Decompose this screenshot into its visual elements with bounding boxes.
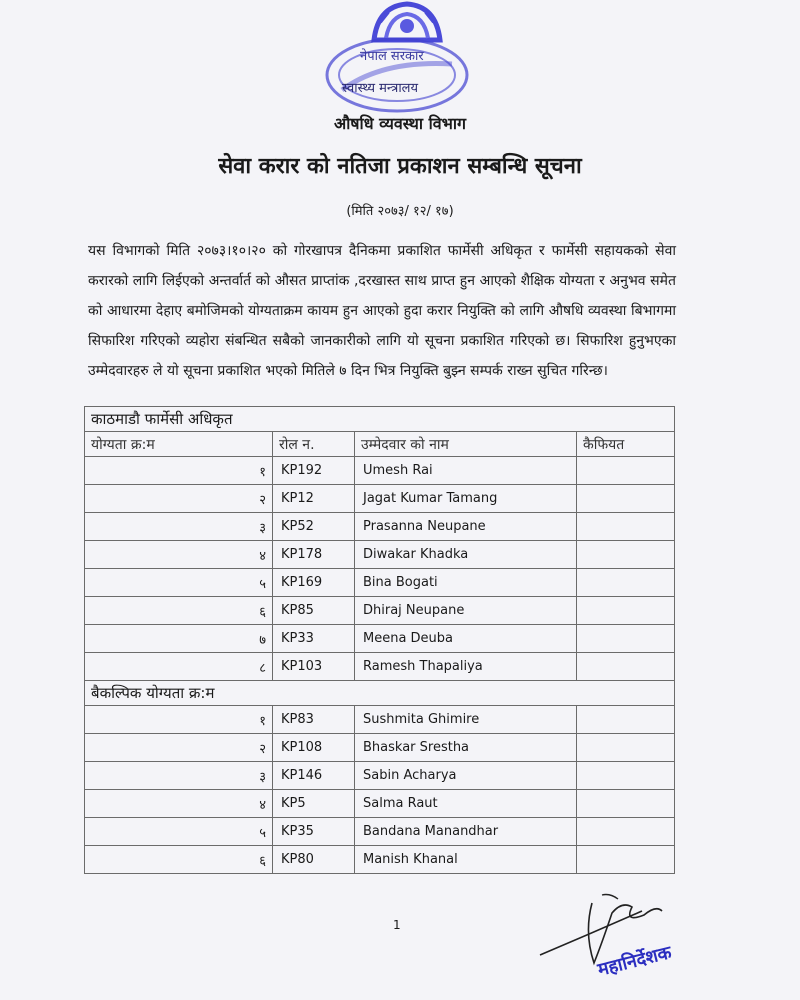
remark-cell	[577, 457, 675, 485]
remark-cell	[577, 653, 675, 681]
remark-cell	[577, 818, 675, 846]
handwritten-signature-icon	[532, 893, 702, 998]
roll-cell: KP192	[273, 457, 355, 485]
roll-cell: KP85	[273, 597, 355, 625]
rank-cell: ४	[85, 790, 273, 818]
remark-cell	[577, 625, 675, 653]
roll-cell: KP103	[273, 653, 355, 681]
table-row	[85, 625, 675, 653]
alternate-caption-row	[85, 681, 675, 706]
remark-cell	[577, 541, 675, 569]
name-cell: Dhiraj Neupane	[355, 597, 577, 625]
name-cell: Meena Deuba	[355, 625, 577, 653]
table-row	[85, 457, 675, 485]
remark-cell	[577, 790, 675, 818]
remark-cell	[577, 597, 675, 625]
name-cell: Ramesh Thapaliya	[355, 653, 577, 681]
signatory-title: महानिर्देशक	[595, 942, 674, 981]
roll-cell: KP108	[273, 734, 355, 762]
name-cell: Prasanna Neupane	[355, 513, 577, 541]
name-cell: Jagat Kumar Tamang	[355, 485, 577, 513]
rank-cell: ३	[85, 513, 273, 541]
name-cell: Diwakar Khadka	[355, 541, 577, 569]
rank-cell: ६	[85, 846, 273, 874]
ministry-name: स्वास्थ्य मन्त्रालय	[342, 81, 419, 96]
header-rank: योग्यता क्र:म	[85, 432, 273, 457]
table-row	[85, 790, 675, 818]
table-caption-row	[85, 407, 675, 432]
table-row	[85, 485, 675, 513]
office-stamp-icon	[322, 30, 472, 120]
remark-cell	[577, 706, 675, 734]
table-row	[85, 846, 675, 874]
remark-cell	[577, 513, 675, 541]
header-remark: कैफियत	[577, 432, 675, 457]
table-row	[85, 706, 675, 734]
rank-cell: १	[85, 706, 273, 734]
rank-cell: २	[85, 734, 273, 762]
alternate-caption: बैकल्पिक योग्यता क्र:म	[85, 681, 675, 706]
roll-cell: KP52	[273, 513, 355, 541]
results-table	[84, 406, 675, 874]
rank-cell: ५	[85, 818, 273, 846]
roll-cell: KP83	[273, 706, 355, 734]
department-name: औषधि व्यवस्था विभाग	[333, 114, 467, 133]
roll-cell: KP35	[273, 818, 355, 846]
government-name: नेपाल सरकार	[360, 49, 424, 64]
page-number: 1	[393, 918, 401, 932]
name-cell: Salma Raut	[355, 790, 577, 818]
header-roll: रोल न.	[273, 432, 355, 457]
roll-cell: KP178	[273, 541, 355, 569]
rank-cell: ७	[85, 625, 273, 653]
roll-cell: KP5	[273, 790, 355, 818]
remark-cell	[577, 846, 675, 874]
rank-cell: ८	[85, 653, 273, 681]
table-row	[85, 513, 675, 541]
table-row	[85, 569, 675, 597]
roll-cell: KP146	[273, 762, 355, 790]
rank-cell: १	[85, 457, 273, 485]
notice-date: (मिति २०७३/ १२/ १७)	[346, 204, 454, 219]
table-row	[85, 734, 675, 762]
rank-cell: ६	[85, 597, 273, 625]
name-cell: Sushmita Ghimire	[355, 706, 577, 734]
remark-cell	[577, 569, 675, 597]
roll-cell: KP12	[273, 485, 355, 513]
table-row	[85, 653, 675, 681]
rank-cell: ५	[85, 569, 273, 597]
table-row	[85, 541, 675, 569]
name-cell: Bina Bogati	[355, 569, 577, 597]
remark-cell	[577, 762, 675, 790]
remark-cell	[577, 485, 675, 513]
name-cell: Bandana Manandhar	[355, 818, 577, 846]
header-name: उम्मेदवार को नाम	[355, 432, 577, 457]
remark-cell	[577, 734, 675, 762]
name-cell: Bhaskar Srestha	[355, 734, 577, 762]
name-cell: Umesh Rai	[355, 457, 577, 485]
name-cell: Sabin Acharya	[355, 762, 577, 790]
table-row	[85, 818, 675, 846]
table-row	[85, 597, 675, 625]
name-cell: Manish Khanal	[355, 846, 577, 874]
notice-title: सेवा करार को नतिजा प्रकाशन सम्बन्धि सूचना	[218, 154, 582, 179]
rank-cell: ४	[85, 541, 273, 569]
roll-cell: KP169	[273, 569, 355, 597]
roll-cell: KP80	[273, 846, 355, 874]
table-header-row	[85, 432, 675, 457]
rank-cell: २	[85, 485, 273, 513]
notice-paragraph: यस विभागको मिति २०७३।१०।२० को गोरखापत्र दैनिकमा प्रकाशित फार्मेसी अधिकृत र फार्मेसी सहायकको सेवा करारको लागि लिईएको अन्तर्वार्त को औसत प्राप्तांक ,दरखास्त साथ प्राप्त हुन आएको शैक्षिक योग्यता र अनुभव समेत को आधारमा देहाए बमोजिमको योग्यताक्रम कायम हुन आएको हुदा करार नियुक्ति को लागि औषधि व्यवस्था बिभागमा सिफारिश गरिएको व्यहोरा संबन्धित सबैको जानकारीको लागि यो सूचना प्रकाशित गरिएको छ। सिफारिश हुनुभएका उम्मेदवारहरु ले यो सूचना प्रकाशित भएको मितिले ७ दिन भित्र नियुक्ति बुझ्न सम्पर्क राख्न सुचित गरिन्छ।	[88, 243, 676, 379]
table-caption: काठमाडौ फार्मेसी अधिकृत	[85, 407, 675, 432]
roll-cell: KP33	[273, 625, 355, 653]
table-row	[85, 762, 675, 790]
rank-cell: ३	[85, 762, 273, 790]
